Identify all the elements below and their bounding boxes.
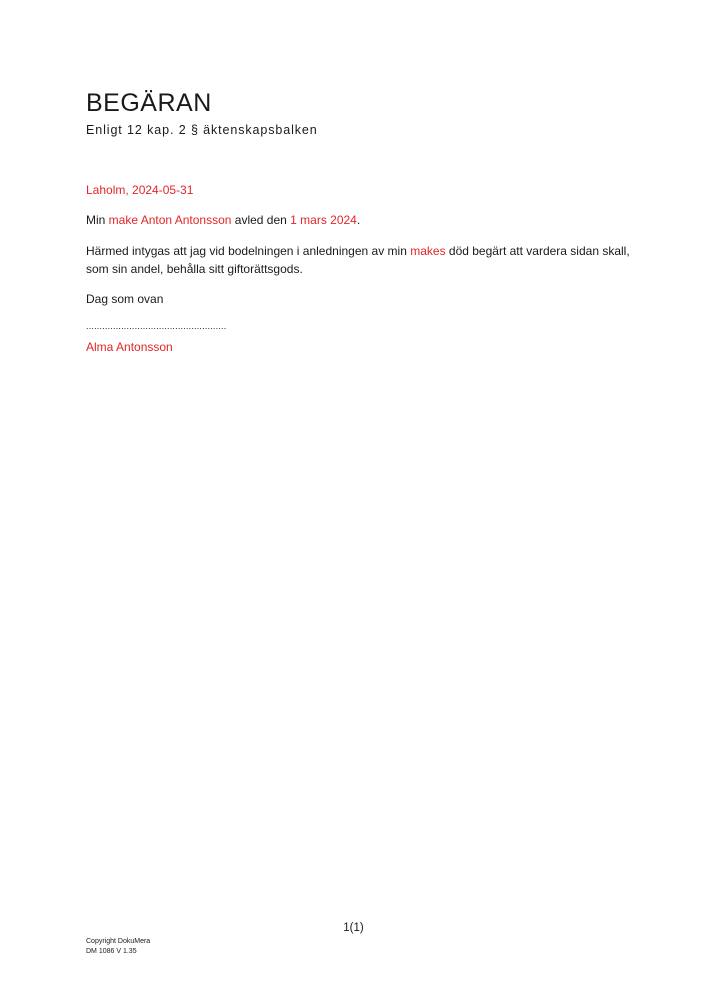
footer-version: DM 1086 V 1.35 — [86, 948, 137, 955]
death-statement-prefix: Min — [86, 213, 109, 227]
closing-line: Dag som ovan — [86, 292, 164, 306]
signer-name: Alma Antonsson — [86, 340, 173, 354]
spouse-word: makes — [410, 244, 446, 258]
signature-line: .................................................... — [86, 321, 227, 331]
document-subtitle: Enligt 12 kap. 2 § äktenskapsbalken — [86, 123, 318, 137]
document-title: BEGÄRAN — [86, 89, 212, 117]
request-part1: Härmed intygas att jag vid bodelningen i anledningen av min — [86, 244, 411, 258]
request-part2: död begärt att vardera sidan skall, som sin andel, behålla sitt giftorättsgods. — [86, 244, 630, 276]
footer — [86, 937, 150, 957]
death-date: 1 mars 2024 — [290, 213, 357, 227]
page-number: 1(1) — [343, 922, 364, 934]
death-statement — [86, 211, 360, 229]
death-statement-middle: avled den — [231, 213, 291, 227]
place-date: Laholm, 2024-05-31 — [86, 183, 194, 197]
spouse-name: make Anton Antonsson — [108, 213, 232, 227]
footer-copyright: Copyright DokuMera — [86, 938, 151, 945]
request-paragraph — [86, 242, 631, 278]
death-statement-suffix: . — [356, 213, 361, 227]
